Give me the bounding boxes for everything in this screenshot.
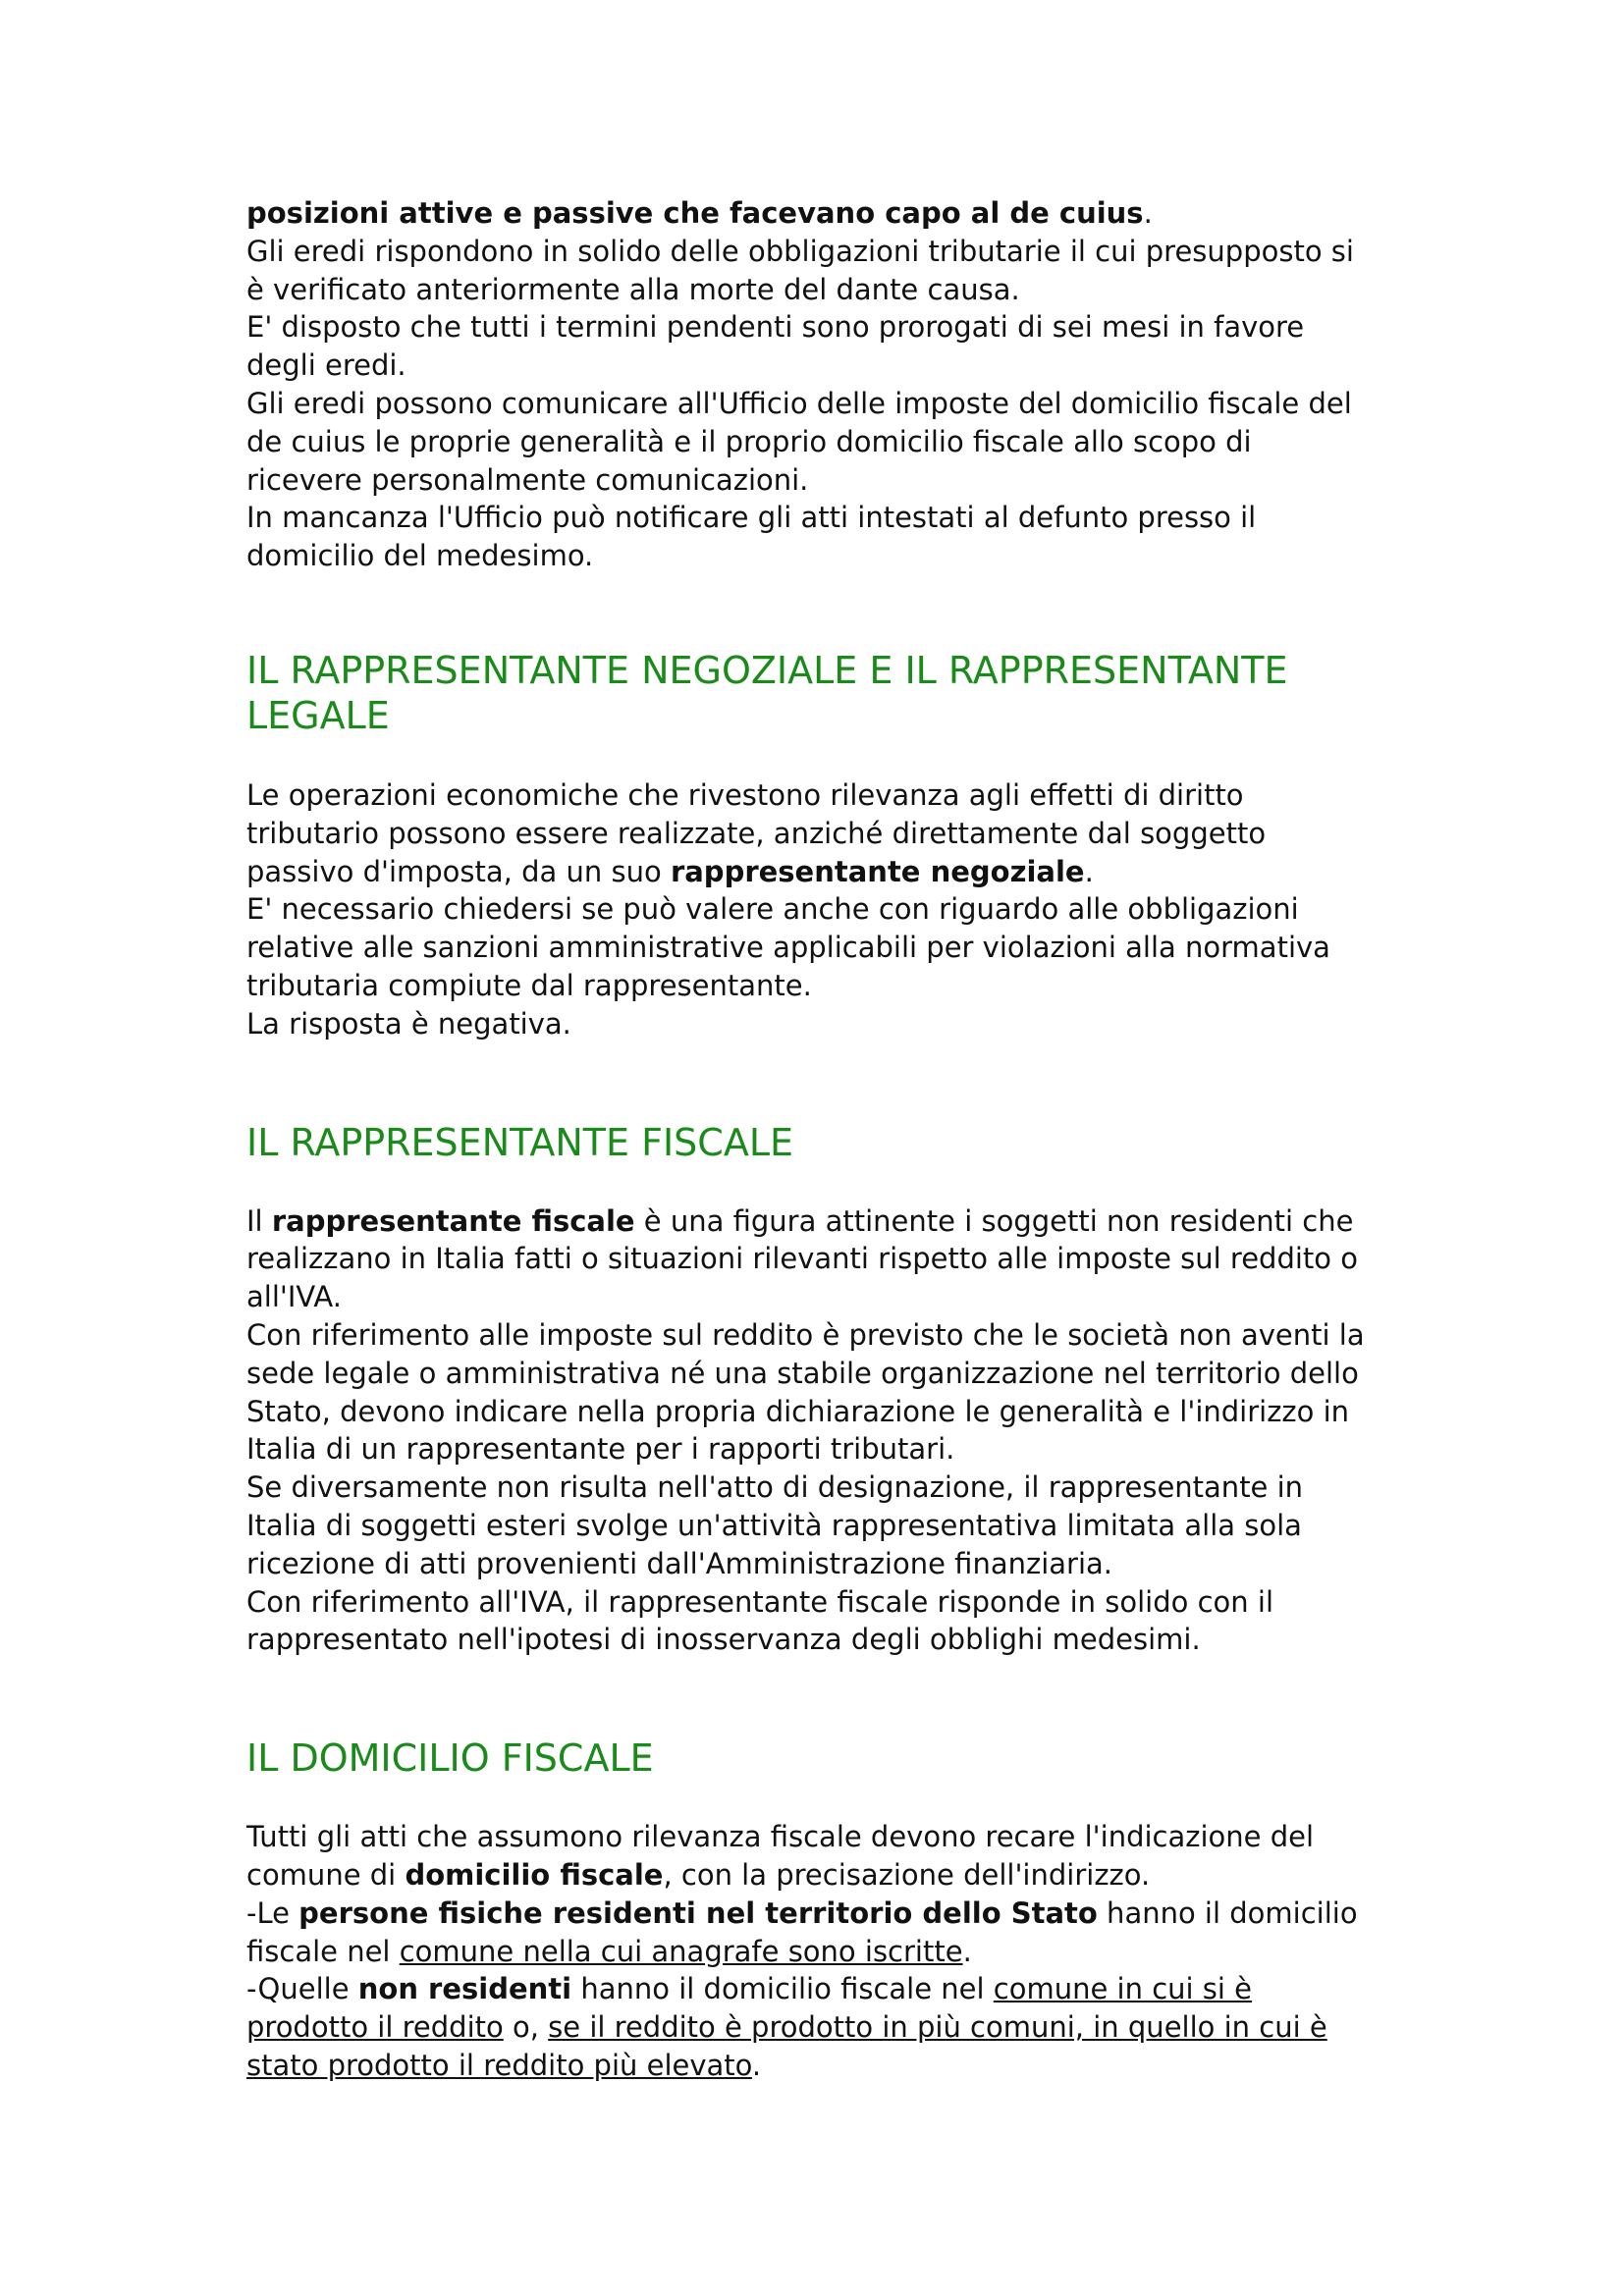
bold-text: non residenti: [357, 1972, 572, 2006]
intro-line: de cuius le proprie generalità e il proprio domicilio fiscale allo scopo di: [246, 424, 1252, 458]
section-domicilio-fiscale: [246, 1735, 1395, 2085]
body-line: [246, 1933, 1395, 1971]
intro-line: è verificato anteriormente alla morte del dante causa.: [246, 272, 1020, 306]
body-line: La risposta è negativa.: [246, 1006, 571, 1041]
body-line: Stato, devono indicare nella propria dichiarazione le generalità e l'indirizzo in: [246, 1394, 1350, 1428]
body-line: sede legale o amministrativa né una stabile organizzazione nel territorio dello: [246, 1356, 1359, 1390]
underlined-text: prodotto il reddito: [246, 2010, 504, 2045]
text-run: , con la precisazione dell'indirizzo.: [663, 1857, 1151, 1892]
text-run: è una figura attinente i soggetti non residenti che: [634, 1203, 1354, 1238]
body-line: rappresentato nell'ipotesi di inosservanza degli obblighi medesimi.: [246, 1623, 1201, 1657]
text-run: fiscale nel: [246, 1934, 400, 1968]
underlined-text: se il reddito è prodotto in più comuni, in quello in cui è: [548, 2010, 1327, 2045]
body-line: Con riferimento all'IVA, il rappresentante fiscale risponde in solido con il: [246, 1584, 1274, 1619]
section-heading: [246, 648, 1395, 738]
document-page: [246, 194, 1395, 2085]
intro-line: Gli eredi rispondono in solido delle obbligazioni tributarie il cui presupposto si: [246, 234, 1354, 268]
body-line: Italia di un rappresentante per i rapporti tributari.: [246, 1432, 955, 1467]
section-body: [246, 776, 1395, 1043]
underlined-text: comune in cui si è: [993, 1972, 1253, 2006]
body-line: Con riferimento alle imposte sul reddito è previsto che le società non aventi la: [246, 1317, 1365, 1352]
text-run: .: [751, 2048, 762, 2082]
bold-text: rappresentante negoziale: [670, 854, 1085, 888]
body-line: tributario possono essere realizzate, anziché direttamente dal soggetto: [246, 816, 1267, 850]
intro-line: degli eredi.: [246, 348, 406, 383]
text-run: .: [1143, 196, 1153, 230]
intro-line: Gli eredi possono comunicare all'Ufficio delle imposte del domicilio fiscale del: [246, 386, 1352, 420]
body-line: all'IVA.: [246, 1280, 342, 1314]
text-run: hanno il domicilio fiscale nel: [571, 1972, 994, 2006]
intro-line: ricevere personalmente comunicazioni.: [246, 462, 809, 497]
body-line: relative alle sanzioni amministrative applicabili per violazioni alla normativa: [246, 931, 1330, 965]
text-run: comune di: [246, 1857, 406, 1892]
body-line: E' necessario chiedersi se può valere anche con riguardo alle obbligazioni: [246, 892, 1299, 927]
heading-line: LEGALE: [246, 693, 390, 737]
section-body: [246, 1202, 1395, 1660]
body-line: tributaria compiute dal rappresentante.: [246, 968, 812, 1002]
body-line: [246, 853, 1395, 891]
bold-text: rappresentante fiscale: [271, 1203, 635, 1238]
section-heading: IL DOMICILIO FISCALE: [246, 1736, 654, 1781]
body-line: Tutti gli atti che assumono rilevanza fiscale devono recare l'indicazione del: [246, 1820, 1315, 1854]
body-line: [246, 2008, 1395, 2047]
bold-text: domicilio fiscale: [405, 1857, 664, 1892]
body-line: realizzano in Italia fatti o situazioni rilevanti rispetto alle imposte sul reddito o: [246, 1242, 1359, 1276]
text-run: .: [1084, 854, 1094, 888]
intro-line: [246, 194, 1395, 233]
body-line: [246, 1856, 1395, 1895]
section-rappresentante-negoziale: [246, 648, 1395, 1043]
body-line: [246, 2047, 1395, 2085]
text-run: hanno il domicilio: [1097, 1896, 1358, 1930]
bold-text: posizioni attive e passive che facevano capo al de cuius: [246, 196, 1144, 230]
body-line: ricezione di atti provenienti dall'Amministrazione finanziaria.: [246, 1546, 1112, 1580]
intro-line: domicilio del medesimo.: [246, 539, 594, 573]
text-run: passivo d'imposta, da un suo: [246, 854, 671, 888]
intro-line: E' disposto che tutti i termini pendenti sono prorogati di sei mesi in favore: [246, 310, 1305, 345]
intro-line: In mancanza l'Ufficio può notificare gli atti intestati al defunto presso il: [246, 501, 1257, 535]
body-line: Italia di soggetti esteri svolge un'attività rappresentativa limitata alla sola: [246, 1508, 1302, 1542]
section-heading: IL RAPPRESENTANTE FISCALE: [246, 1120, 793, 1164]
body-line: Se diversamente non risulta nell'atto di designazione, il rappresentante in: [246, 1470, 1304, 1505]
text-run: -Le: [246, 1896, 299, 1930]
body-line: [246, 1895, 1395, 1933]
body-line: [246, 1202, 1395, 1241]
heading-line: IL RAPPRESENTANTE NEGOZIALE E IL RAPPRESENTANTE: [246, 648, 1288, 692]
section-body: [246, 1818, 1395, 2085]
text-run: .: [962, 1934, 972, 1968]
text-run: Il: [246, 1203, 272, 1238]
underlined-text: comune nella cui anagrafe sono iscritte: [399, 1934, 963, 1968]
section-rappresentante-fiscale: [246, 1120, 1395, 1660]
body-line: Le operazioni economiche che rivestono rilevanza agli effetti di diritto: [246, 777, 1244, 812]
text-run: o,: [503, 2010, 549, 2045]
underlined-text: stato prodotto il reddito più elevato: [246, 2048, 752, 2082]
text-run: -Quelle: [246, 1972, 358, 2006]
bold-text: persone fisiche residenti nel territorio dello Stato: [298, 1896, 1098, 1930]
body-line: [246, 1970, 1395, 2008]
intro-paragraph: [246, 194, 1395, 575]
